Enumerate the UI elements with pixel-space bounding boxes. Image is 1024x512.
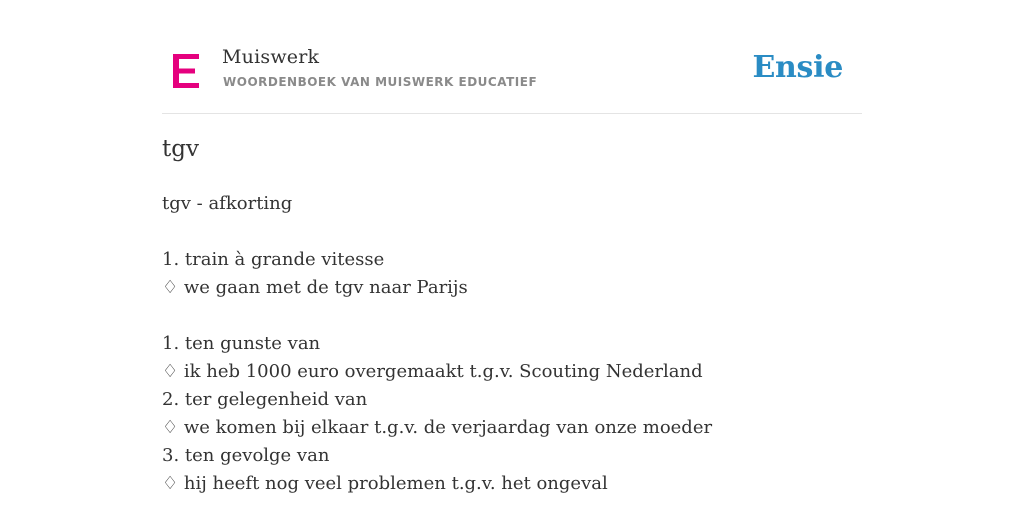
example-line: ♢ hij heeft nog veel problemen t.g.v. het ongeval <box>162 473 608 494</box>
meaning-line: 2. ter gelegenheid van <box>162 389 368 410</box>
example-line: ♢ ik heb 1000 euro overgemaakt t.g.v. Scouting Nederland <box>162 361 703 382</box>
meaning-line: 1. train à grande vitesse <box>162 249 385 270</box>
page <box>162 0 862 494</box>
example-line: ♢ we gaan met de tgv naar Parijs <box>162 277 468 298</box>
spacer <box>162 218 712 246</box>
meaning-line: 1. ten gunste van <box>162 333 321 354</box>
stacked-e-logo-icon[interactable] <box>173 54 199 88</box>
entry-heading: tgv - afkorting <box>162 193 293 214</box>
site-header <box>162 0 862 114</box>
brand-subtitle: WOORDENBOEK VAN MUISWERK EDUCATIEF <box>223 75 538 89</box>
meaning-line: 3. ten gevolge van <box>162 445 330 466</box>
brand-name[interactable]: Muiswerk <box>222 46 320 68</box>
ensie-logo-link[interactable]: Ensie <box>752 50 843 85</box>
spacer <box>162 302 712 330</box>
definition-body <box>162 190 712 498</box>
example-line: ♢ we komen bij elkaar t.g.v. de verjaardag van onze moeder <box>162 417 713 438</box>
page-title: tgv <box>162 136 199 162</box>
